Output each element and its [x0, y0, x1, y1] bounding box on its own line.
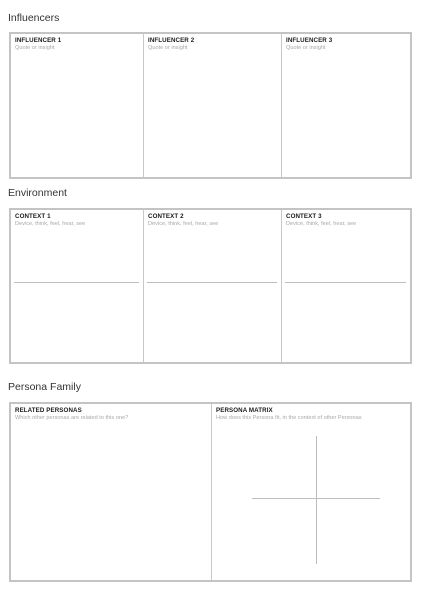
context-1-hint: Device, think, feel, hear, see — [15, 221, 86, 227]
context-3-hint: Device, think, feel, hear, see — [286, 221, 357, 227]
related-personas-cell[interactable] — [11, 404, 212, 580]
context-3-divider-line — [285, 282, 406, 283]
persona-matrix-title: PERSONA MATRIX — [216, 407, 273, 414]
persona-family-panel — [9, 402, 412, 582]
influencer-3-cell[interactable] — [282, 34, 410, 177]
influencer-2-title: INFLUENCER 2 — [148, 37, 195, 44]
influencers-heading: Influencers — [8, 12, 60, 24]
influencer-2-hint: Quote or insight — [148, 45, 188, 51]
persona-matrix-vertical-axis — [316, 436, 317, 564]
context-2-hint: Device, think, feel, hear, see — [148, 221, 219, 227]
persona-family-heading: Persona Family — [8, 381, 81, 393]
related-personas-title: RELATED PERSONAS — [15, 407, 82, 414]
influencer-1-hint: Quote or insight — [15, 45, 55, 51]
influencer-1-title: INFLUENCER 1 — [15, 37, 62, 44]
environment-heading: Environment — [8, 187, 67, 199]
context-3-cell[interactable] — [282, 210, 410, 362]
influencer-3-hint: Quote or insight — [286, 45, 326, 51]
influencer-3-title: INFLUENCER 3 — [286, 37, 333, 44]
context-1-divider-line — [14, 282, 139, 283]
influencer-1-cell[interactable] — [11, 34, 144, 177]
context-2-cell[interactable] — [144, 210, 282, 362]
influencers-panel — [9, 32, 412, 179]
persona-matrix-cell[interactable] — [212, 404, 410, 580]
context-1-cell[interactable] — [11, 210, 144, 362]
related-personas-hint: Which other personas are related to this one? — [15, 415, 129, 421]
influencer-2-cell[interactable] — [144, 34, 282, 177]
context-2-divider-line — [147, 282, 277, 283]
context-3-title: CONTEXT 3 — [286, 213, 322, 220]
persona-matrix-horizontal-axis — [252, 498, 380, 499]
context-2-title: CONTEXT 2 — [148, 213, 184, 220]
environment-panel — [9, 208, 412, 364]
persona-matrix-hint: How does this Persona fit, in the context of other Personas — [216, 415, 362, 421]
context-1-title: CONTEXT 1 — [15, 213, 51, 220]
